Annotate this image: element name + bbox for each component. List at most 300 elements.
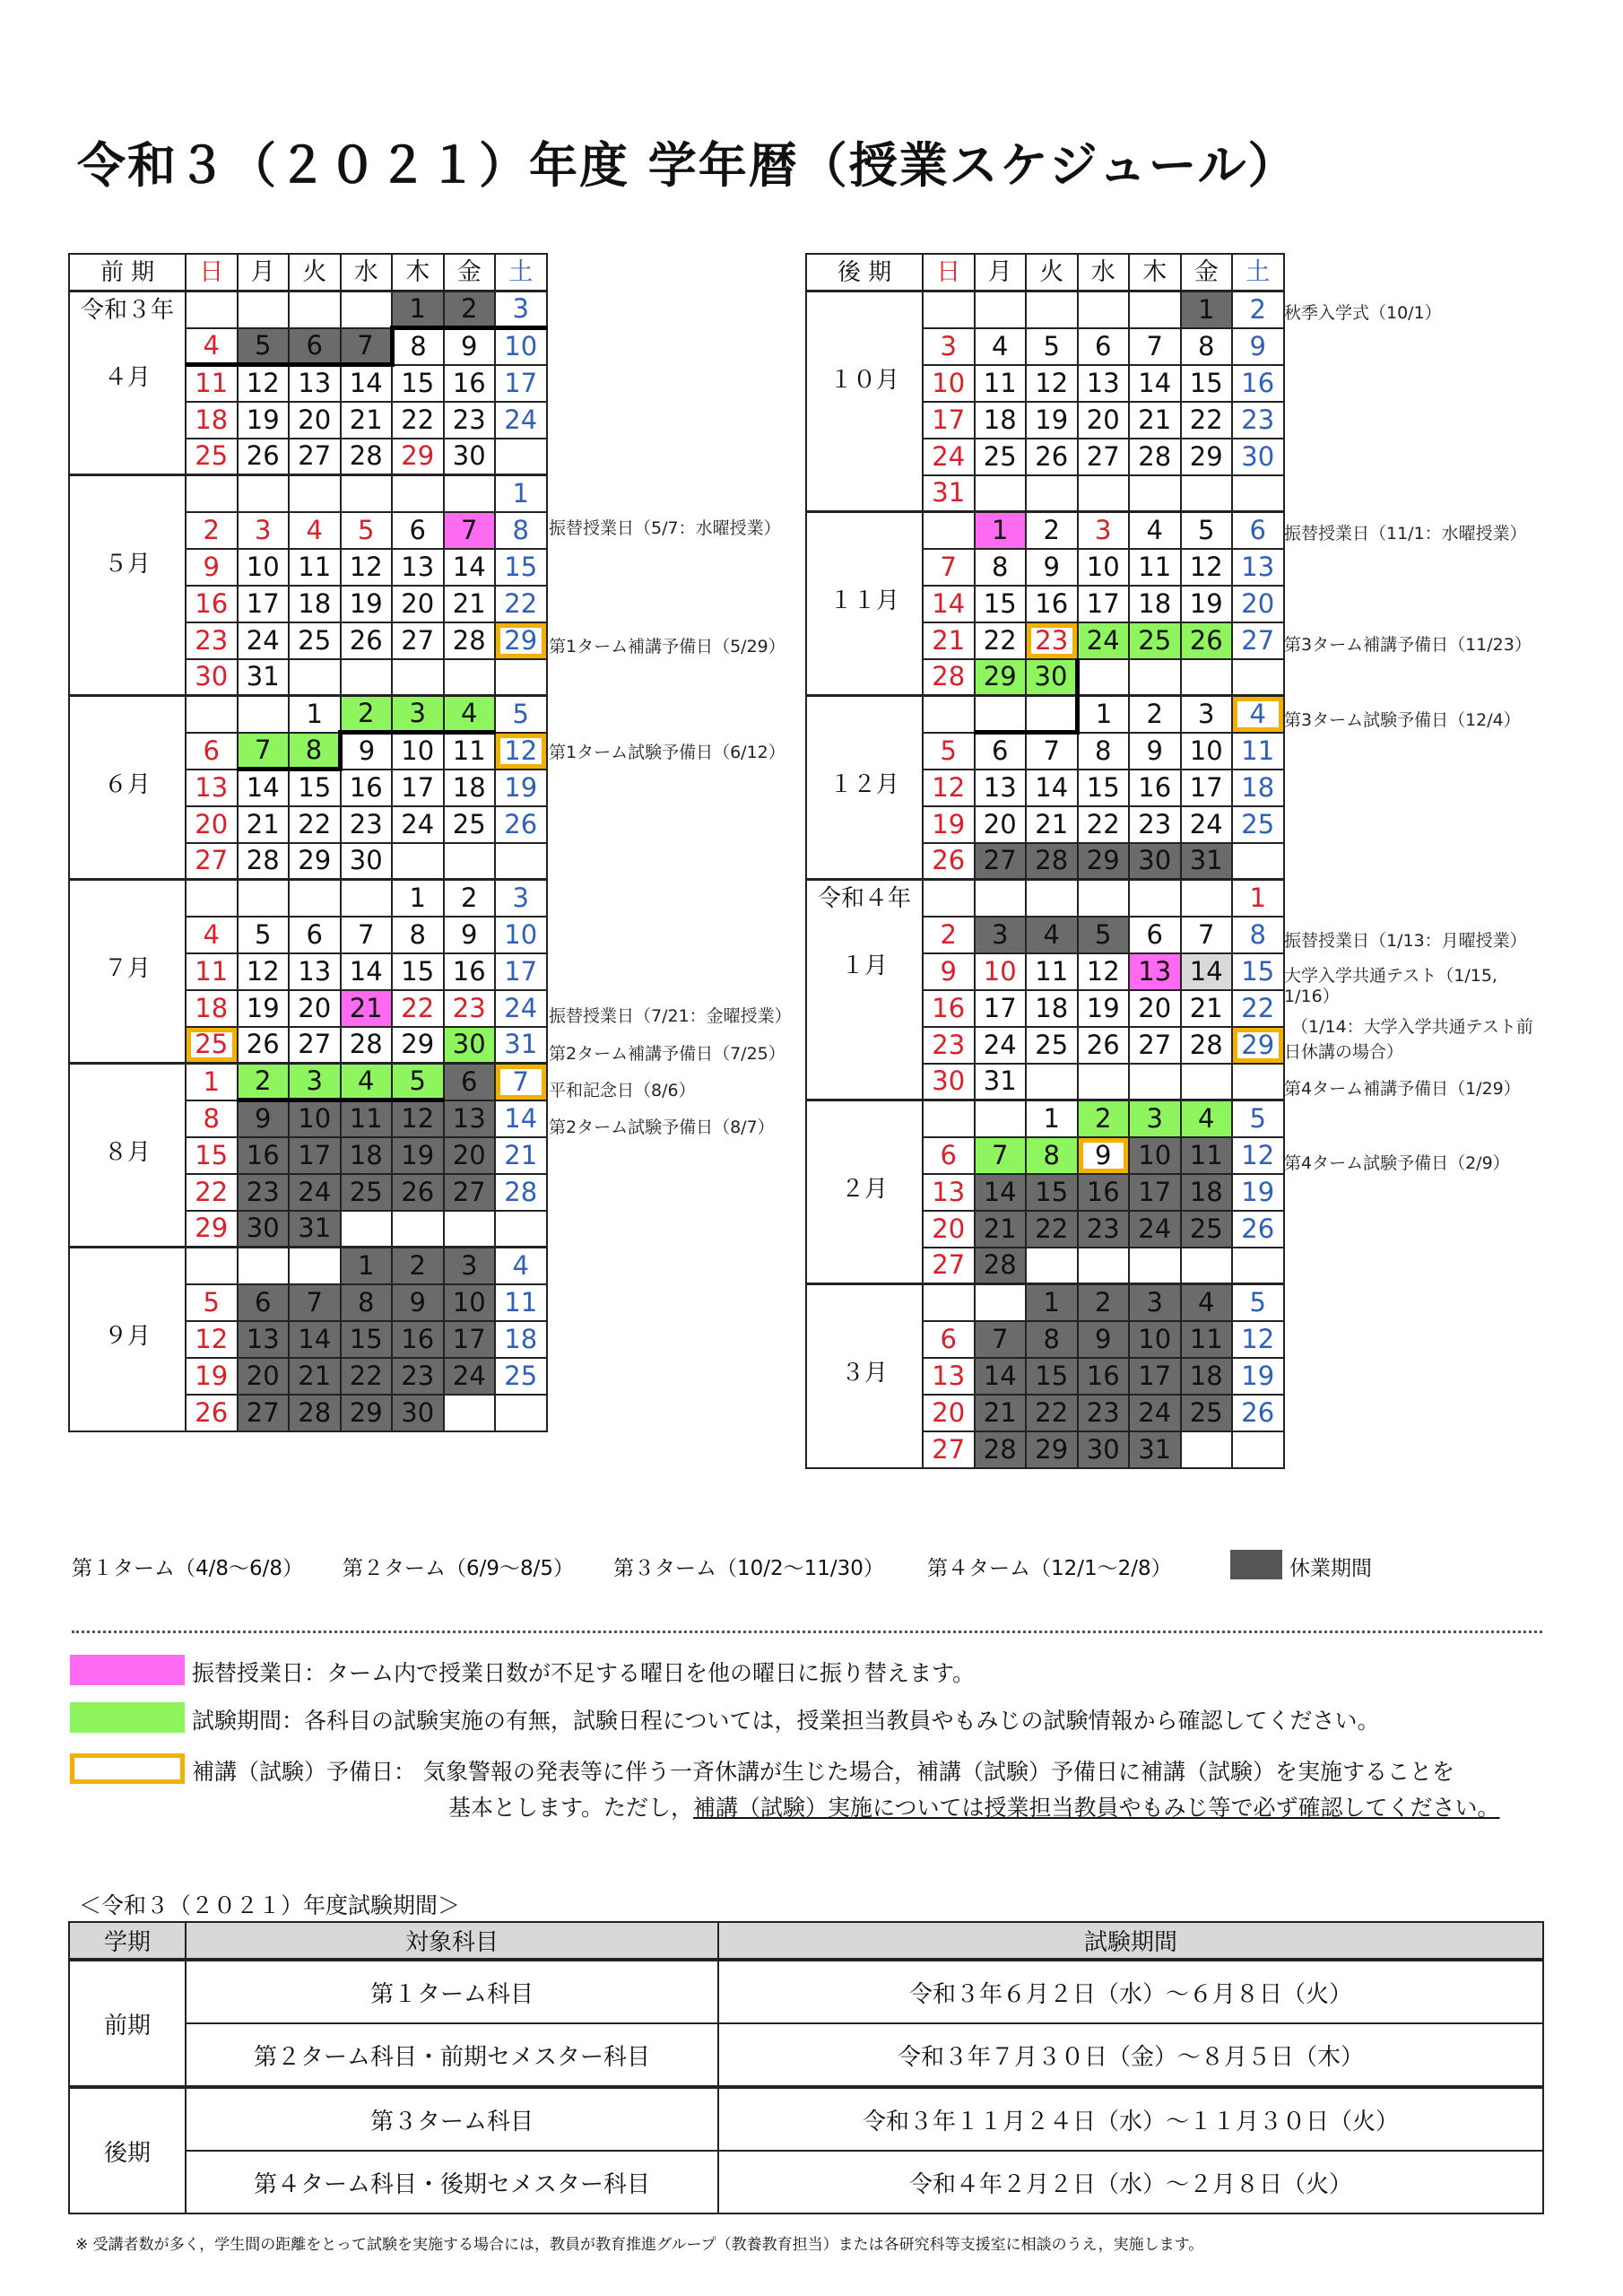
- day-cell: [975, 475, 1027, 512]
- day-cell: 17: [444, 1321, 496, 1358]
- weekday-header: 月: [975, 254, 1027, 291]
- day-cell: 25: [444, 806, 496, 843]
- day-cell: 26: [1232, 1395, 1284, 1431]
- day-cell: 2: [1078, 1100, 1130, 1137]
- day-cell: 15: [975, 586, 1027, 622]
- day-cell: 4: [1026, 917, 1078, 953]
- day-cell: 30: [238, 1211, 290, 1248]
- day-cell: 7: [289, 1284, 341, 1321]
- weekday-header: 水: [341, 254, 393, 291]
- weekday-header: 日: [923, 254, 975, 291]
- day-cell: [1129, 291, 1181, 328]
- month-label: [806, 1284, 923, 1468]
- day-cell: 5: [392, 1064, 444, 1100]
- day-cell: 12: [341, 549, 393, 586]
- day-cell: 9: [392, 1284, 444, 1321]
- day-cell: [341, 880, 393, 917]
- day-cell: 25: [1026, 1027, 1078, 1064]
- page-title: 令和３（２０２１）年度 学年暦（授業スケジュール）: [77, 137, 1298, 194]
- day-cell: 27: [1129, 1027, 1181, 1064]
- day-cell: 10: [495, 917, 547, 953]
- day-cell: [495, 843, 547, 880]
- day-cell: 16: [1026, 586, 1078, 622]
- day-cell: 26: [238, 439, 290, 475]
- day-cell: 3: [1181, 696, 1233, 733]
- day-cell: 15: [392, 365, 444, 402]
- day-cell: 19: [186, 1358, 238, 1395]
- day-cell: 19: [238, 990, 290, 1027]
- calendar-note: 振替授業日（11/1：水曜授業）: [1284, 524, 1527, 544]
- calendar-note: 振替授業日（1/13：月曜授業）: [1284, 931, 1527, 951]
- day-cell: [1232, 475, 1284, 512]
- day-cell: 29: [975, 659, 1027, 696]
- day-cell: 21: [923, 622, 975, 659]
- day-cell: 10: [495, 328, 547, 365]
- day-cell: 21: [1026, 806, 1078, 843]
- day-cell: 27: [238, 1395, 290, 1431]
- calendar-note: 振替授業日（7/21：金曜授業）: [549, 1006, 792, 1026]
- day-cell: 23: [444, 402, 496, 439]
- day-cell: 19: [1232, 1358, 1284, 1395]
- day-cell: [1129, 475, 1181, 512]
- day-cell: 4: [1232, 696, 1284, 733]
- day-cell: [444, 1395, 496, 1431]
- legend-orange-text-2b: 補講（試験）実施については授業担当教員やもみじ等で必ず確認してください。: [693, 1795, 1500, 1821]
- day-cell: 17: [975, 990, 1027, 1027]
- calendar-note: 第3ターム試験予備日（12/4）: [1284, 710, 1521, 730]
- day-cell: 31: [1181, 843, 1233, 880]
- day-cell: 30: [341, 843, 393, 880]
- day-cell: [495, 1395, 547, 1431]
- day-cell: 16: [186, 586, 238, 622]
- day-cell: 5: [1232, 1100, 1284, 1137]
- weekday-header: 木: [1129, 254, 1181, 291]
- day-cell: 19: [341, 586, 393, 622]
- day-cell: 24: [1129, 1211, 1181, 1248]
- day-cell: 3: [238, 512, 290, 549]
- day-cell: 13: [1078, 365, 1130, 402]
- day-cell: 15: [1181, 365, 1233, 402]
- term-2: 第２ターム（6/9～8/5）: [343, 1557, 575, 1580]
- day-cell: 29: [289, 843, 341, 880]
- day-cell: 1: [341, 1248, 393, 1284]
- day-cell: [1078, 880, 1130, 917]
- day-cell: 28: [1129, 439, 1181, 475]
- day-cell: [392, 475, 444, 512]
- day-cell: 20: [289, 402, 341, 439]
- calendar-note: 秋季入学式（10/1）: [1284, 303, 1442, 323]
- day-cell: 27: [289, 439, 341, 475]
- day-cell: 11: [444, 733, 496, 770]
- day-cell: 22: [495, 586, 547, 622]
- month-label: [806, 512, 923, 696]
- day-cell: 28: [238, 843, 290, 880]
- day-cell: [444, 475, 496, 512]
- day-cell: 24: [444, 1358, 496, 1395]
- semester-label: 後 期: [806, 254, 923, 291]
- day-cell: [186, 475, 238, 512]
- day-cell: 14: [975, 1358, 1027, 1395]
- legend-orange-text: 補講（試験）予備日： 気象警報の発表等に伴う一斉休講が生じた場合，補講（試験）予備日に補講（試験）を実施することを: [192, 1759, 1454, 1785]
- day-cell: 14: [975, 1174, 1027, 1211]
- day-cell: 14: [923, 586, 975, 622]
- day-cell: 28: [495, 1174, 547, 1211]
- day-cell: 28: [289, 1395, 341, 1431]
- day-cell: 28: [1181, 1027, 1233, 1064]
- legend-green-text: 試験期間：各科目の試験実施の有無，試験日程については，授業担当教員やもみじの試験情報から確認してください。: [192, 1708, 1380, 1734]
- day-cell: 2: [238, 1064, 290, 1100]
- day-cell: 20: [238, 1358, 290, 1395]
- day-cell: 13: [923, 1174, 975, 1211]
- day-cell: 17: [238, 586, 290, 622]
- day-cell: 29: [186, 1211, 238, 1248]
- day-cell: [1026, 1248, 1078, 1284]
- day-cell: 19: [495, 770, 547, 806]
- calendar-note: 第2ターム補講予備日（7/25）: [549, 1044, 785, 1064]
- day-cell: 7: [975, 1321, 1027, 1358]
- day-cell: [238, 880, 290, 917]
- day-cell: 1: [1232, 880, 1284, 917]
- day-cell: 5: [495, 696, 547, 733]
- day-cell: 2: [1129, 696, 1181, 733]
- month-label: [806, 291, 923, 512]
- day-cell: 14: [495, 1100, 547, 1137]
- day-cell: 12: [1026, 365, 1078, 402]
- month-label: [806, 1100, 923, 1284]
- day-cell: 30: [923, 1064, 975, 1100]
- day-cell: 7: [975, 1137, 1027, 1174]
- calendar-note: 第2ターム試験予備日（8/7）: [549, 1118, 775, 1137]
- day-cell: 26: [238, 1027, 290, 1064]
- exam-subject: 第４ターム科目・後期セメスター科目: [186, 2151, 718, 2213]
- day-cell: 25: [1232, 806, 1284, 843]
- day-cell: 4: [289, 512, 341, 549]
- day-cell: 10: [1181, 733, 1233, 770]
- day-cell: [1181, 1431, 1233, 1468]
- day-cell: 8: [495, 512, 547, 549]
- day-cell: 1: [392, 291, 444, 328]
- day-cell: 22: [975, 622, 1027, 659]
- day-cell: 28: [975, 1431, 1027, 1468]
- day-cell: 5: [1078, 917, 1130, 953]
- day-cell: [186, 880, 238, 917]
- day-cell: [289, 880, 341, 917]
- day-cell: [1078, 659, 1130, 696]
- legend-pink-text: 振替授業日：ターム内で授業日数が不足する曜日を他の曜日に振り替えます。: [192, 1660, 976, 1686]
- day-cell: [1078, 291, 1130, 328]
- day-cell: [975, 291, 1027, 328]
- footnote: ※ 受講者数が多く，学生間の距離をとって試験を実施する場合には，教員が教育推進グループ（教養教育担当）または各研究科等支援室に相談のうえ，実施します。: [75, 2236, 1204, 2254]
- day-cell: 14: [289, 1321, 341, 1358]
- day-cell: 25: [1181, 1395, 1233, 1431]
- day-cell: 6: [1232, 512, 1284, 549]
- day-cell: 8: [975, 549, 1027, 586]
- day-cell: 4: [975, 328, 1027, 365]
- day-cell: 11: [495, 1284, 547, 1321]
- day-cell: 7: [923, 549, 975, 586]
- day-cell: 3: [1129, 1284, 1181, 1321]
- day-cell: 31: [289, 1211, 341, 1248]
- day-cell: 19: [1232, 1174, 1284, 1211]
- calendar-note: 第4ターム試験予備日（2/9）: [1284, 1153, 1510, 1173]
- day-cell: 31: [923, 475, 975, 512]
- day-cell: 9: [238, 1100, 290, 1137]
- day-cell: 13: [1129, 953, 1181, 990]
- day-cell: 2: [1232, 291, 1284, 328]
- month-label: [69, 880, 186, 1064]
- day-cell: 15: [392, 953, 444, 990]
- month-name: ２月: [840, 1176, 888, 1203]
- day-cell: 30: [444, 439, 496, 475]
- day-cell: 21: [341, 402, 393, 439]
- day-cell: [289, 659, 341, 696]
- day-cell: 25: [1129, 622, 1181, 659]
- day-cell: 18: [444, 770, 496, 806]
- day-cell: 25: [289, 622, 341, 659]
- day-cell: 9: [1078, 1137, 1130, 1174]
- day-cell: 22: [1026, 1395, 1078, 1431]
- day-cell: 12: [238, 953, 290, 990]
- day-cell: 2: [186, 512, 238, 549]
- day-cell: 3: [495, 291, 547, 328]
- day-cell: 7: [495, 1064, 547, 1100]
- day-cell: 15: [1026, 1174, 1078, 1211]
- day-cell: [1232, 1431, 1284, 1468]
- day-cell: 22: [1181, 402, 1233, 439]
- day-cell: [186, 291, 238, 328]
- day-cell: 24: [975, 1027, 1027, 1064]
- day-cell: 13: [975, 770, 1027, 806]
- day-cell: 17: [289, 1137, 341, 1174]
- day-cell: [1078, 1064, 1130, 1100]
- month-label: [69, 1064, 186, 1248]
- day-cell: 2: [444, 880, 496, 917]
- legend-orange-text-2: [448, 1790, 1500, 1822]
- day-cell: 5: [238, 328, 290, 365]
- day-cell: 9: [1026, 549, 1078, 586]
- vacation-swatch: [1230, 1550, 1282, 1579]
- day-cell: 9: [186, 549, 238, 586]
- day-cell: 12: [495, 733, 547, 770]
- day-cell: 23: [1078, 1211, 1130, 1248]
- day-cell: 1: [1026, 1100, 1078, 1137]
- legend-swatch-pink: [70, 1655, 185, 1685]
- day-cell: [975, 1284, 1027, 1321]
- day-cell: 15: [1078, 770, 1130, 806]
- day-cell: 26: [1078, 1027, 1130, 1064]
- day-cell: [923, 291, 975, 328]
- day-cell: 4: [186, 917, 238, 953]
- day-cell: 31: [1129, 1431, 1181, 1468]
- day-cell: 1: [392, 880, 444, 917]
- day-cell: 8: [1078, 733, 1130, 770]
- day-cell: 24: [495, 402, 547, 439]
- day-cell: 15: [341, 1321, 393, 1358]
- day-cell: 14: [341, 953, 393, 990]
- weekday-header: 土: [1232, 254, 1284, 291]
- day-cell: 29: [1181, 439, 1233, 475]
- day-cell: [923, 880, 975, 917]
- day-cell: 29: [392, 439, 444, 475]
- day-cell: 29: [1078, 843, 1130, 880]
- day-cell: 12: [186, 1321, 238, 1358]
- day-cell: 16: [1232, 365, 1284, 402]
- day-cell: 1: [1026, 1284, 1078, 1321]
- day-cell: 31: [495, 1027, 547, 1064]
- day-cell: 17: [1129, 1174, 1181, 1211]
- day-cell: 27: [1232, 622, 1284, 659]
- weekday-header: 火: [289, 254, 341, 291]
- day-cell: [923, 696, 975, 733]
- day-cell: [341, 1211, 393, 1248]
- day-cell: 29: [495, 622, 547, 659]
- day-cell: 11: [975, 365, 1027, 402]
- day-cell: 13: [238, 1321, 290, 1358]
- day-cell: 6: [392, 512, 444, 549]
- exam-period: 令和４年２月２日（水）～２月８日（火）: [718, 2151, 1543, 2213]
- day-cell: 26: [1026, 439, 1078, 475]
- day-cell: [1232, 659, 1284, 696]
- day-cell: 17: [495, 365, 547, 402]
- calendar-note: 振替授業日（5/7：水曜授業）: [549, 518, 781, 538]
- day-cell: 14: [1181, 953, 1233, 990]
- day-cell: 24: [923, 439, 975, 475]
- day-cell: 8: [1181, 328, 1233, 365]
- month-name: １月: [840, 952, 888, 979]
- day-cell: 18: [495, 1321, 547, 1358]
- day-cell: 3: [289, 1064, 341, 1100]
- day-cell: 30: [1078, 1431, 1130, 1468]
- day-cell: 10: [238, 549, 290, 586]
- day-cell: 2: [392, 1248, 444, 1284]
- day-cell: 29: [1026, 1431, 1078, 1468]
- day-cell: [1078, 1248, 1130, 1284]
- exam-subject: 第２ターム科目・前期セメスター科目: [186, 2023, 718, 2087]
- day-cell: 19: [1026, 402, 1078, 439]
- day-cell: 3: [923, 328, 975, 365]
- day-cell: 29: [1232, 1027, 1284, 1064]
- day-cell: 26: [495, 806, 547, 843]
- day-cell: 22: [1232, 990, 1284, 1027]
- day-cell: [1026, 696, 1078, 733]
- day-cell: 26: [923, 843, 975, 880]
- day-cell: 21: [238, 806, 290, 843]
- day-cell: 13: [289, 365, 341, 402]
- day-cell: 12: [1232, 1137, 1284, 1174]
- day-cell: 22: [392, 402, 444, 439]
- day-cell: [1181, 475, 1233, 512]
- term-1: 第１ターム（4/8～6/8）: [72, 1557, 304, 1580]
- day-cell: 17: [923, 402, 975, 439]
- month-label: [69, 291, 186, 475]
- day-cell: 6: [289, 917, 341, 953]
- day-cell: 2: [341, 696, 393, 733]
- day-cell: [392, 1211, 444, 1248]
- day-cell: 8: [1026, 1321, 1078, 1358]
- day-cell: 25: [495, 1358, 547, 1395]
- day-cell: 7: [341, 917, 393, 953]
- day-cell: 21: [1181, 990, 1233, 1027]
- weekday-header: 金: [444, 254, 496, 291]
- day-cell: 15: [186, 1137, 238, 1174]
- day-cell: 2: [1026, 512, 1078, 549]
- day-cell: 13: [392, 549, 444, 586]
- exam-subject: 第１ターム科目: [186, 1960, 718, 2023]
- month-name: １０月: [829, 367, 899, 394]
- day-cell: [289, 291, 341, 328]
- day-cell: 9: [341, 733, 393, 770]
- day-cell: 21: [341, 990, 393, 1027]
- table-row: [69, 2151, 1543, 2213]
- weekday-header: 土: [495, 254, 547, 291]
- day-cell: 21: [289, 1358, 341, 1395]
- exam-heading: ＜令和３（２０２１）年度試験期間＞: [79, 1892, 461, 1918]
- day-cell: 19: [392, 1137, 444, 1174]
- day-cell: [1232, 1248, 1284, 1284]
- calendar-note: 第3ターム補講予備日（11/23）: [1284, 635, 1532, 655]
- calendar-zenki: [68, 253, 548, 1432]
- day-cell: 1: [186, 1064, 238, 1100]
- day-cell: 28: [444, 622, 496, 659]
- day-cell: 11: [1129, 549, 1181, 586]
- day-cell: 12: [923, 770, 975, 806]
- day-cell: 11: [1181, 1137, 1233, 1174]
- day-cell: 24: [1078, 622, 1130, 659]
- day-cell: 3: [975, 917, 1027, 953]
- month-name: ３月: [840, 1360, 888, 1387]
- day-cell: 23: [1232, 402, 1284, 439]
- day-cell: 4: [186, 328, 238, 365]
- day-cell: 5: [186, 1284, 238, 1321]
- month-label: [69, 696, 186, 880]
- day-cell: 3: [444, 1248, 496, 1284]
- day-cell: [444, 843, 496, 880]
- day-cell: [1181, 659, 1233, 696]
- day-cell: 1: [1181, 291, 1233, 328]
- term-periods: [72, 1552, 1417, 1584]
- day-cell: 27: [923, 1248, 975, 1284]
- month-label: [69, 1248, 186, 1431]
- day-cell: [1181, 1064, 1233, 1100]
- table-row: [69, 2023, 1543, 2087]
- exam-table: [68, 1921, 1544, 2214]
- term-4: 第４ターム（12/1～2/8）: [927, 1557, 1172, 1580]
- weekday-header: 日: [186, 254, 238, 291]
- day-cell: 21: [975, 1211, 1027, 1248]
- day-cell: 25: [975, 439, 1027, 475]
- day-cell: 9: [1129, 733, 1181, 770]
- day-cell: 16: [923, 990, 975, 1027]
- day-cell: 10: [975, 953, 1027, 990]
- day-cell: 6: [923, 1137, 975, 1174]
- day-cell: [1026, 291, 1078, 328]
- month-label: [806, 880, 923, 1100]
- day-cell: 27: [392, 622, 444, 659]
- day-cell: 18: [289, 586, 341, 622]
- divider: [72, 1631, 1542, 1633]
- day-cell: 10: [392, 733, 444, 770]
- day-cell: [495, 1211, 547, 1248]
- day-cell: 23: [1026, 622, 1078, 659]
- day-cell: 9: [444, 917, 496, 953]
- day-cell: 21: [975, 1395, 1027, 1431]
- day-cell: 22: [186, 1174, 238, 1211]
- era-label: 令和３年: [80, 297, 174, 324]
- day-cell: 23: [1078, 1395, 1130, 1431]
- day-cell: 16: [444, 953, 496, 990]
- day-cell: 22: [392, 990, 444, 1027]
- day-cell: 5: [341, 512, 393, 549]
